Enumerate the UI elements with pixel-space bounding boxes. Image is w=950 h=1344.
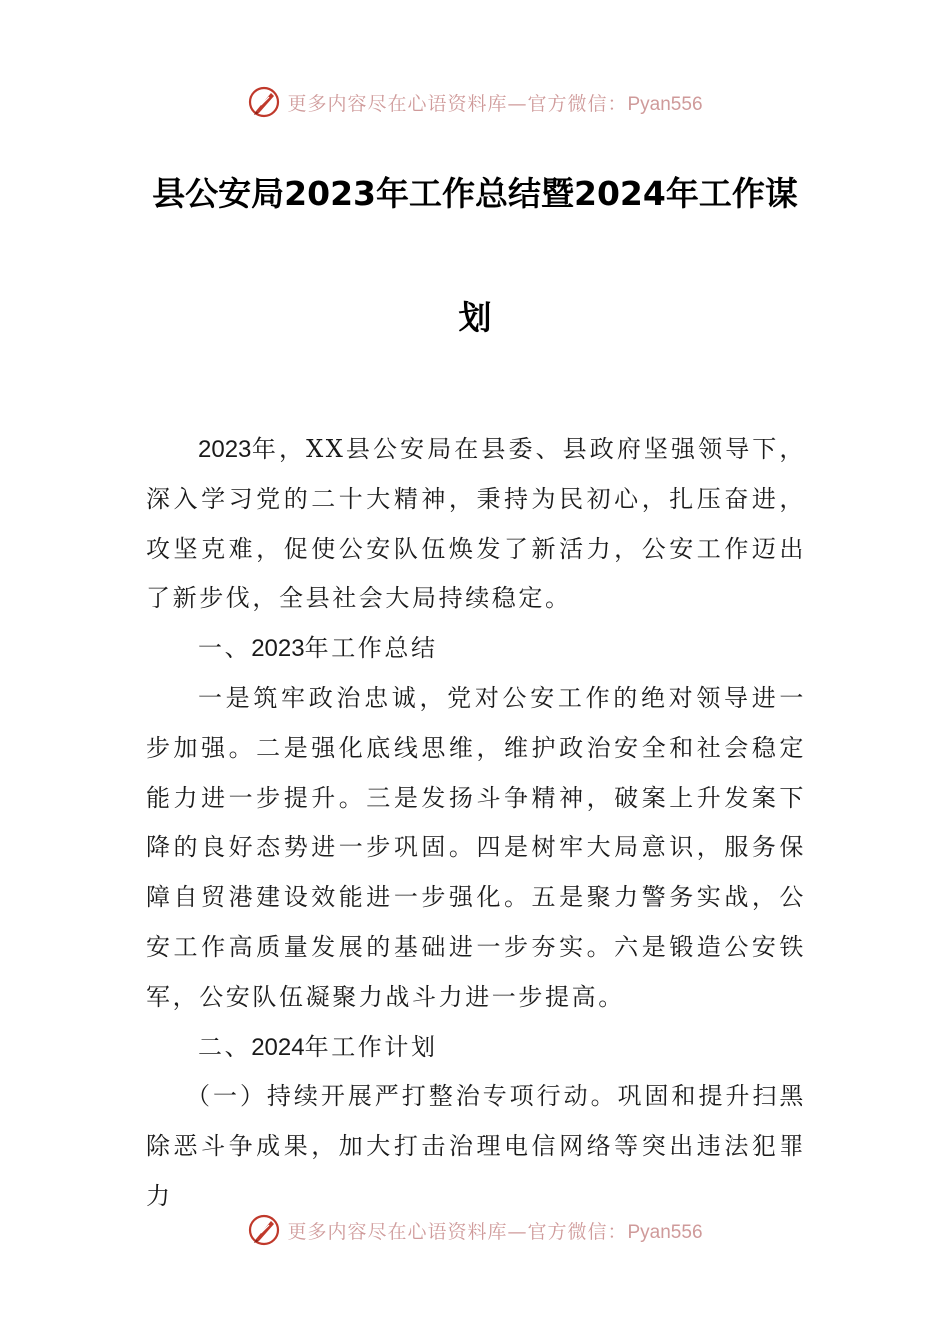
watermark-content — [247, 85, 702, 119]
document-title-line2: 划 — [458, 298, 492, 337]
quill-pen-logo-icon — [247, 85, 281, 119]
title-part: 年工作总结暨 — [376, 174, 574, 213]
watermark-slogan: 更多内容尽在心语资料库—官方微信： — [287, 1220, 628, 1243]
watermark-slogan: 更多内容尽在心语资料库—官方微信： — [287, 92, 628, 115]
intro-text: 年，XX县公安局在县委、县政府坚强领导下，深入学习党的二十大精神，秉持为民初心，扎压奋进，攻坚克难，促使公安队伍焕发了新活力，公安工作迈出了新步伐，全县社会大局持续稳定。 — [146, 435, 806, 613]
title-part: 年工作谋 — [665, 174, 798, 213]
watermark-text — [287, 1217, 702, 1244]
section2-heading — [146, 1023, 806, 1073]
watermark-text — [287, 89, 702, 116]
title-year-2023: 2023 — [284, 174, 376, 213]
heading-prefix: 一、 — [198, 634, 252, 663]
heading-year: 2023 — [251, 635, 305, 663]
document-title-line1 — [145, 174, 805, 214]
quill-pen-logo-icon — [247, 1213, 281, 1247]
heading-year: 2024 — [251, 1033, 305, 1061]
watermark-wechat-id: Pyan556 — [627, 93, 703, 115]
section1-body: 一是筑牢政治忠诚，党对公安工作的绝对领导进一步加强。二是强化底线思维，维护政治安全和社会稳定能力进一步提升。三是发扬斗争精神，破案上升发案下降的良好态势进一步巩固。四是树牢大局意识，服务保障自贸港建设效能进一步强化。五是聚力警务实战，公安工作高质量发展的基础进一步夯实。六是锻造公安铁军，公安队伍凝聚力战斗力进一步提高。 — [146, 683, 806, 1011]
watermark-banner-bottom — [0, 1210, 950, 1250]
heading-suffix: 年工作计划 — [304, 1032, 438, 1061]
document-body — [146, 425, 806, 1222]
watermark-content — [247, 1213, 702, 1247]
title-part: 县公安局 — [152, 174, 285, 213]
intro-paragraph — [146, 425, 806, 624]
watermark-wechat-id: Pyan556 — [627, 1221, 703, 1243]
section1-heading — [146, 624, 806, 674]
section2-item1: （一）持续开展严打整治专项行动。巩固和提升扫黑除恶斗争成果，加大打击治理电信网络等突出违法犯罪力 — [146, 1082, 806, 1210]
heading-prefix: 二、 — [198, 1032, 252, 1061]
intro-year: 2023 — [198, 436, 252, 463]
heading-suffix: 年工作总结 — [304, 634, 438, 663]
watermark-banner-top — [0, 82, 950, 122]
title-year-2024: 2024 — [574, 174, 666, 213]
